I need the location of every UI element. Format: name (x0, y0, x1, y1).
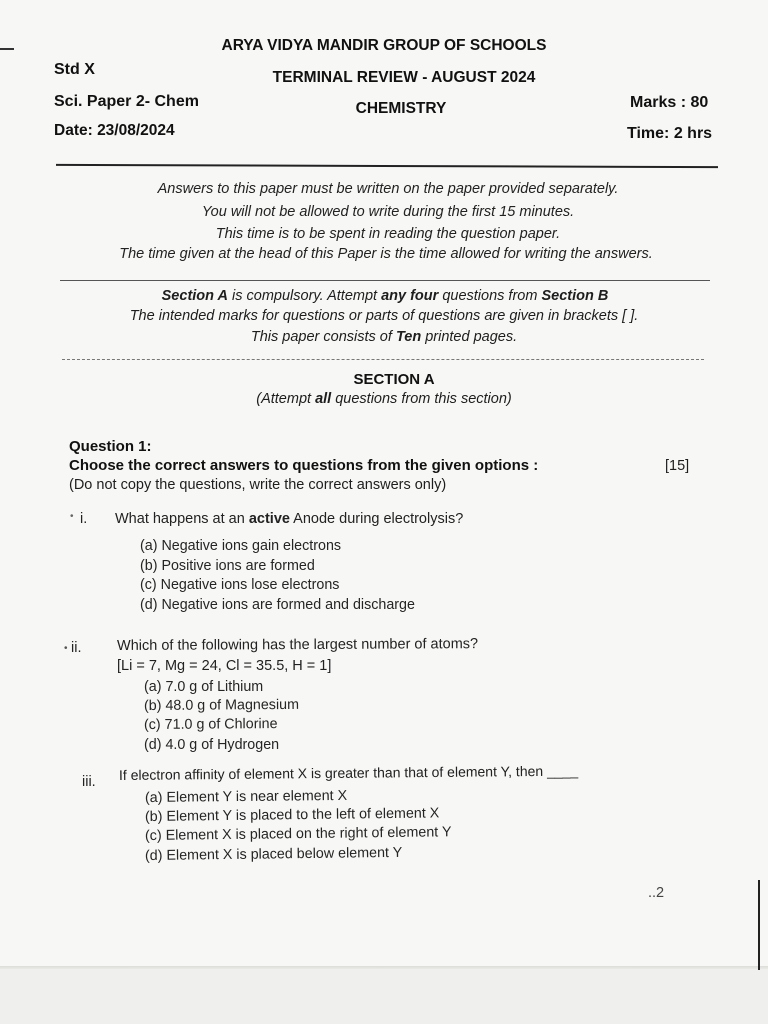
subquestion-number: ii. (71, 640, 82, 656)
marks-note-line: The intended marks for questions or parts of questions are given in brackets [ ]. (129, 308, 639, 324)
question-instruction: Choose the correct answers to questions from the given options : (69, 457, 539, 474)
exam-title: TERMINAL REVIEW - AUGUST 2024 (272, 69, 536, 86)
std-label: Std X (54, 61, 95, 78)
subquestion-number: iii. (82, 774, 96, 790)
question-note: (Do not copy the questions, write the correct answers only) (69, 477, 447, 493)
subtitle-text: (Attempt (256, 391, 316, 407)
pages-note-line (0, 329, 768, 345)
paper-label: Sci. Paper 2- Chem (54, 93, 199, 110)
question-text: What happens at an (115, 511, 249, 527)
section-a-ref: Section A (161, 288, 228, 304)
option-b: (b) Positive ions are formed (140, 558, 315, 574)
instruction-line: This time is to be spent in reading the question paper. (215, 226, 561, 242)
marks-label: Marks : 80 (630, 94, 709, 111)
section-divider (62, 359, 704, 360)
subquestion-text (115, 511, 463, 527)
subquestion-text: If electron affinity of element X is greater than that of element Y, then ____ (118, 762, 579, 783)
option-d: (d) 4.0 g of Hydrogen (144, 737, 280, 753)
question-marks: [15] (665, 458, 690, 474)
option-a: (a) Element Y is near element X (144, 787, 348, 806)
section-info-line (0, 288, 768, 304)
time-label: Time: 2 hrs (627, 125, 713, 142)
section-info-text: questions from (438, 288, 542, 304)
section-info-text: is compulsory. Attempt (227, 288, 382, 304)
section-a-subtitle (0, 391, 768, 407)
option-c: (c) Negative ions lose electrons (140, 577, 340, 593)
option-a: (a) Negative ions gain electrons (140, 538, 342, 554)
instruction-line: You will not be allowed to write during the first 15 minutes. (201, 204, 575, 220)
bullet-mark: • (70, 511, 74, 522)
section-b-ref: Section B (541, 288, 609, 304)
any-four-text: any four (381, 288, 439, 304)
instruction-divider (60, 280, 710, 281)
section-a-title: SECTION A (353, 371, 435, 388)
option-b: (b) 48.0 g of Magnesium (143, 696, 300, 714)
paper-edge (0, 966, 768, 969)
option-a: (a) 7.0 g of Lithium (144, 679, 264, 695)
pages-note-text: printed pages. (421, 329, 518, 345)
option-b: (b) Element Y is placed to the left of element X (144, 805, 440, 825)
subject-title: CHEMISTRY (355, 100, 447, 117)
question-text: Anode during electrolysis? (289, 511, 464, 527)
subtitle-text: questions from this section) (331, 391, 512, 407)
question-label: Question 1: (69, 438, 152, 455)
subtitle-all: all (315, 391, 332, 407)
question-emphasis: active (248, 511, 290, 527)
scan-mark (758, 880, 760, 970)
subquestion-number: i. (80, 511, 88, 527)
instruction-line: Answers to this paper must be written on the paper provided separately. (157, 181, 619, 197)
subquestion-text: Which of the following has the largest number of atoms? (116, 636, 479, 654)
school-name: ARYA VIDYA MANDIR GROUP OF SCHOOLS (221, 37, 547, 54)
option-d: (d) Element X is placed below element Y (144, 844, 403, 864)
instruction-line: The time given at the head of this Paper is the time allowed for writing the answers. (119, 246, 653, 262)
pages-count: Ten (395, 329, 422, 345)
atomic-mass-data: [Li = 7, Mg = 24, Cl = 35.5, H = 1] (117, 658, 332, 674)
option-c: (c) 71.0 g of Chlorine (143, 716, 278, 733)
option-d: (d) Negative ions are formed and discharge (140, 597, 415, 613)
pages-note-text: This paper consists of (250, 329, 396, 345)
option-c: (c) Element X is placed on the right of element Y (144, 824, 452, 844)
page-continue-marker: ..2 (648, 885, 665, 901)
date-label: Date: 23/08/2024 (54, 122, 175, 139)
bullet-mark: • (64, 643, 68, 654)
